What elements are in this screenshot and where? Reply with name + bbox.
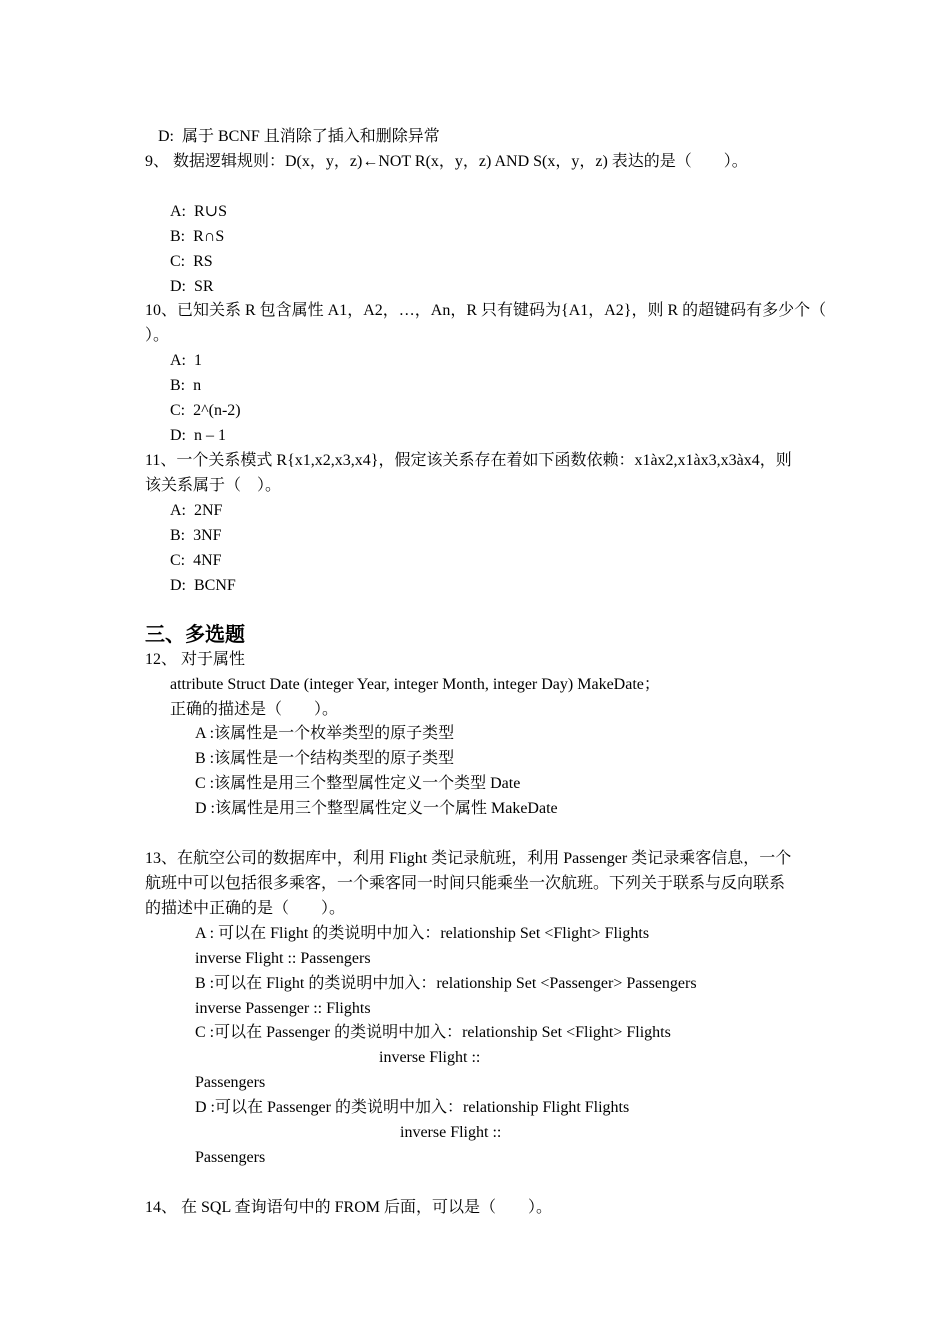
q13-option-d-line3: Passengers xyxy=(195,1149,266,1166)
q13-stem-line1: 13、在航空公司的数据库中，利用 Flight 类记录航班，利用 Passenger 类记录乘客信息，一个 xyxy=(145,850,792,867)
q9-option-b: B: R∩S xyxy=(170,228,225,245)
q12-stem: 12、 对于属性 xyxy=(145,651,246,668)
q11-option-b: B: 3NF xyxy=(170,527,222,544)
q10-option-b: B: n xyxy=(170,377,202,394)
q11-option-d: D: BCNF xyxy=(170,577,236,594)
q13-option-c-line1: C :可以在 Passenger 的类说明中加入：relationship Set <Flight> Flights xyxy=(195,1024,671,1041)
q10-stem-line1: 10、已知关系 R 包含属性 A1，A2，…，An，R 只有键码为{A1，A2}，则 R 的超键码有多少个（ xyxy=(145,302,827,319)
q9-option-d: D: SR xyxy=(170,278,214,295)
q10-stem-line2: ）。 xyxy=(145,327,170,344)
q13-option-c-line3: Passengers xyxy=(195,1074,266,1091)
q13-option-d-line1: D :可以在 Passenger 的类说明中加入：relationship Flight Flights xyxy=(195,1099,630,1116)
q13-option-c-line2: inverse Flight :: xyxy=(379,1049,481,1066)
q9-option-a: A: R∪S xyxy=(170,203,227,220)
q13-option-b-line1: B :可以在 Flight 的类说明中加入：relationship Set <Passenger> Passengers xyxy=(195,975,697,992)
q12-option-b: B :该属性是一个结构类型的原子类型 xyxy=(195,750,455,767)
q13-option-d-line2: inverse Flight :: xyxy=(400,1124,502,1141)
q13-stem-line2: 航班中可以包括很多乘客，一个乘客同一时间只能乘坐一次航班。下列关于联系与反向联系 xyxy=(145,875,786,892)
q13-option-b-line2: inverse Passenger :: Flights xyxy=(195,1000,371,1017)
q12-prompt: 正确的描述是（ ）。 xyxy=(170,701,339,718)
q13-stem-line3: 的描述中正确的是（ ）。 xyxy=(145,900,346,917)
section-heading: 三、多选题 xyxy=(145,622,245,646)
q10-option-d: D: n – 1 xyxy=(170,427,226,444)
q11-stem-line1: 11、一个关系模式 R{x1,x2,x3,x4}，假定该关系存在着如下函数依赖：x1àx2,x1àx3,x3àx4，则 xyxy=(145,452,792,469)
q11-stem-line2: 该关系属于（ ）。 xyxy=(145,477,282,494)
q11-option-c: C: 4NF xyxy=(170,552,222,569)
q12-option-d: D :该属性是用三个整型属性定义一个属性 MakeDate xyxy=(195,800,558,817)
q9-option-c: C: RS xyxy=(170,253,213,270)
q11-option-a: A: 2NF xyxy=(170,502,223,519)
q10-option-a: A: 1 xyxy=(170,352,202,369)
q12-option-c: C :该属性是用三个整型属性定义一个类型 Date xyxy=(195,775,521,792)
q13-option-a-line1: A : 可以在 Flight 的类说明中加入：relationship Set <Flight> Flights xyxy=(195,925,650,942)
q12-option-a: A :该属性是一个枚举类型的原子类型 xyxy=(195,725,455,742)
q9-stem: 9、 数据逻辑规则：D(x，y，z)←NOT R(x，y，z) AND S(x，y，z) 表达的是（ ）。 xyxy=(145,153,748,170)
q13-option-a-line2: inverse Flight :: Passengers xyxy=(195,950,371,967)
q12-code: attribute Struct Date (integer Year, integer Month, integer Day) MakeDate； xyxy=(170,676,660,693)
q14-stem: 14、 在 SQL 查询语句中的 FROM 后面，可以是（ ）。 xyxy=(145,1199,552,1216)
q10-option-c: C: 2^(n-2) xyxy=(170,402,241,419)
q8-option-d: D: 属于 BCNF 且消除了插入和删除异常 xyxy=(158,128,440,145)
